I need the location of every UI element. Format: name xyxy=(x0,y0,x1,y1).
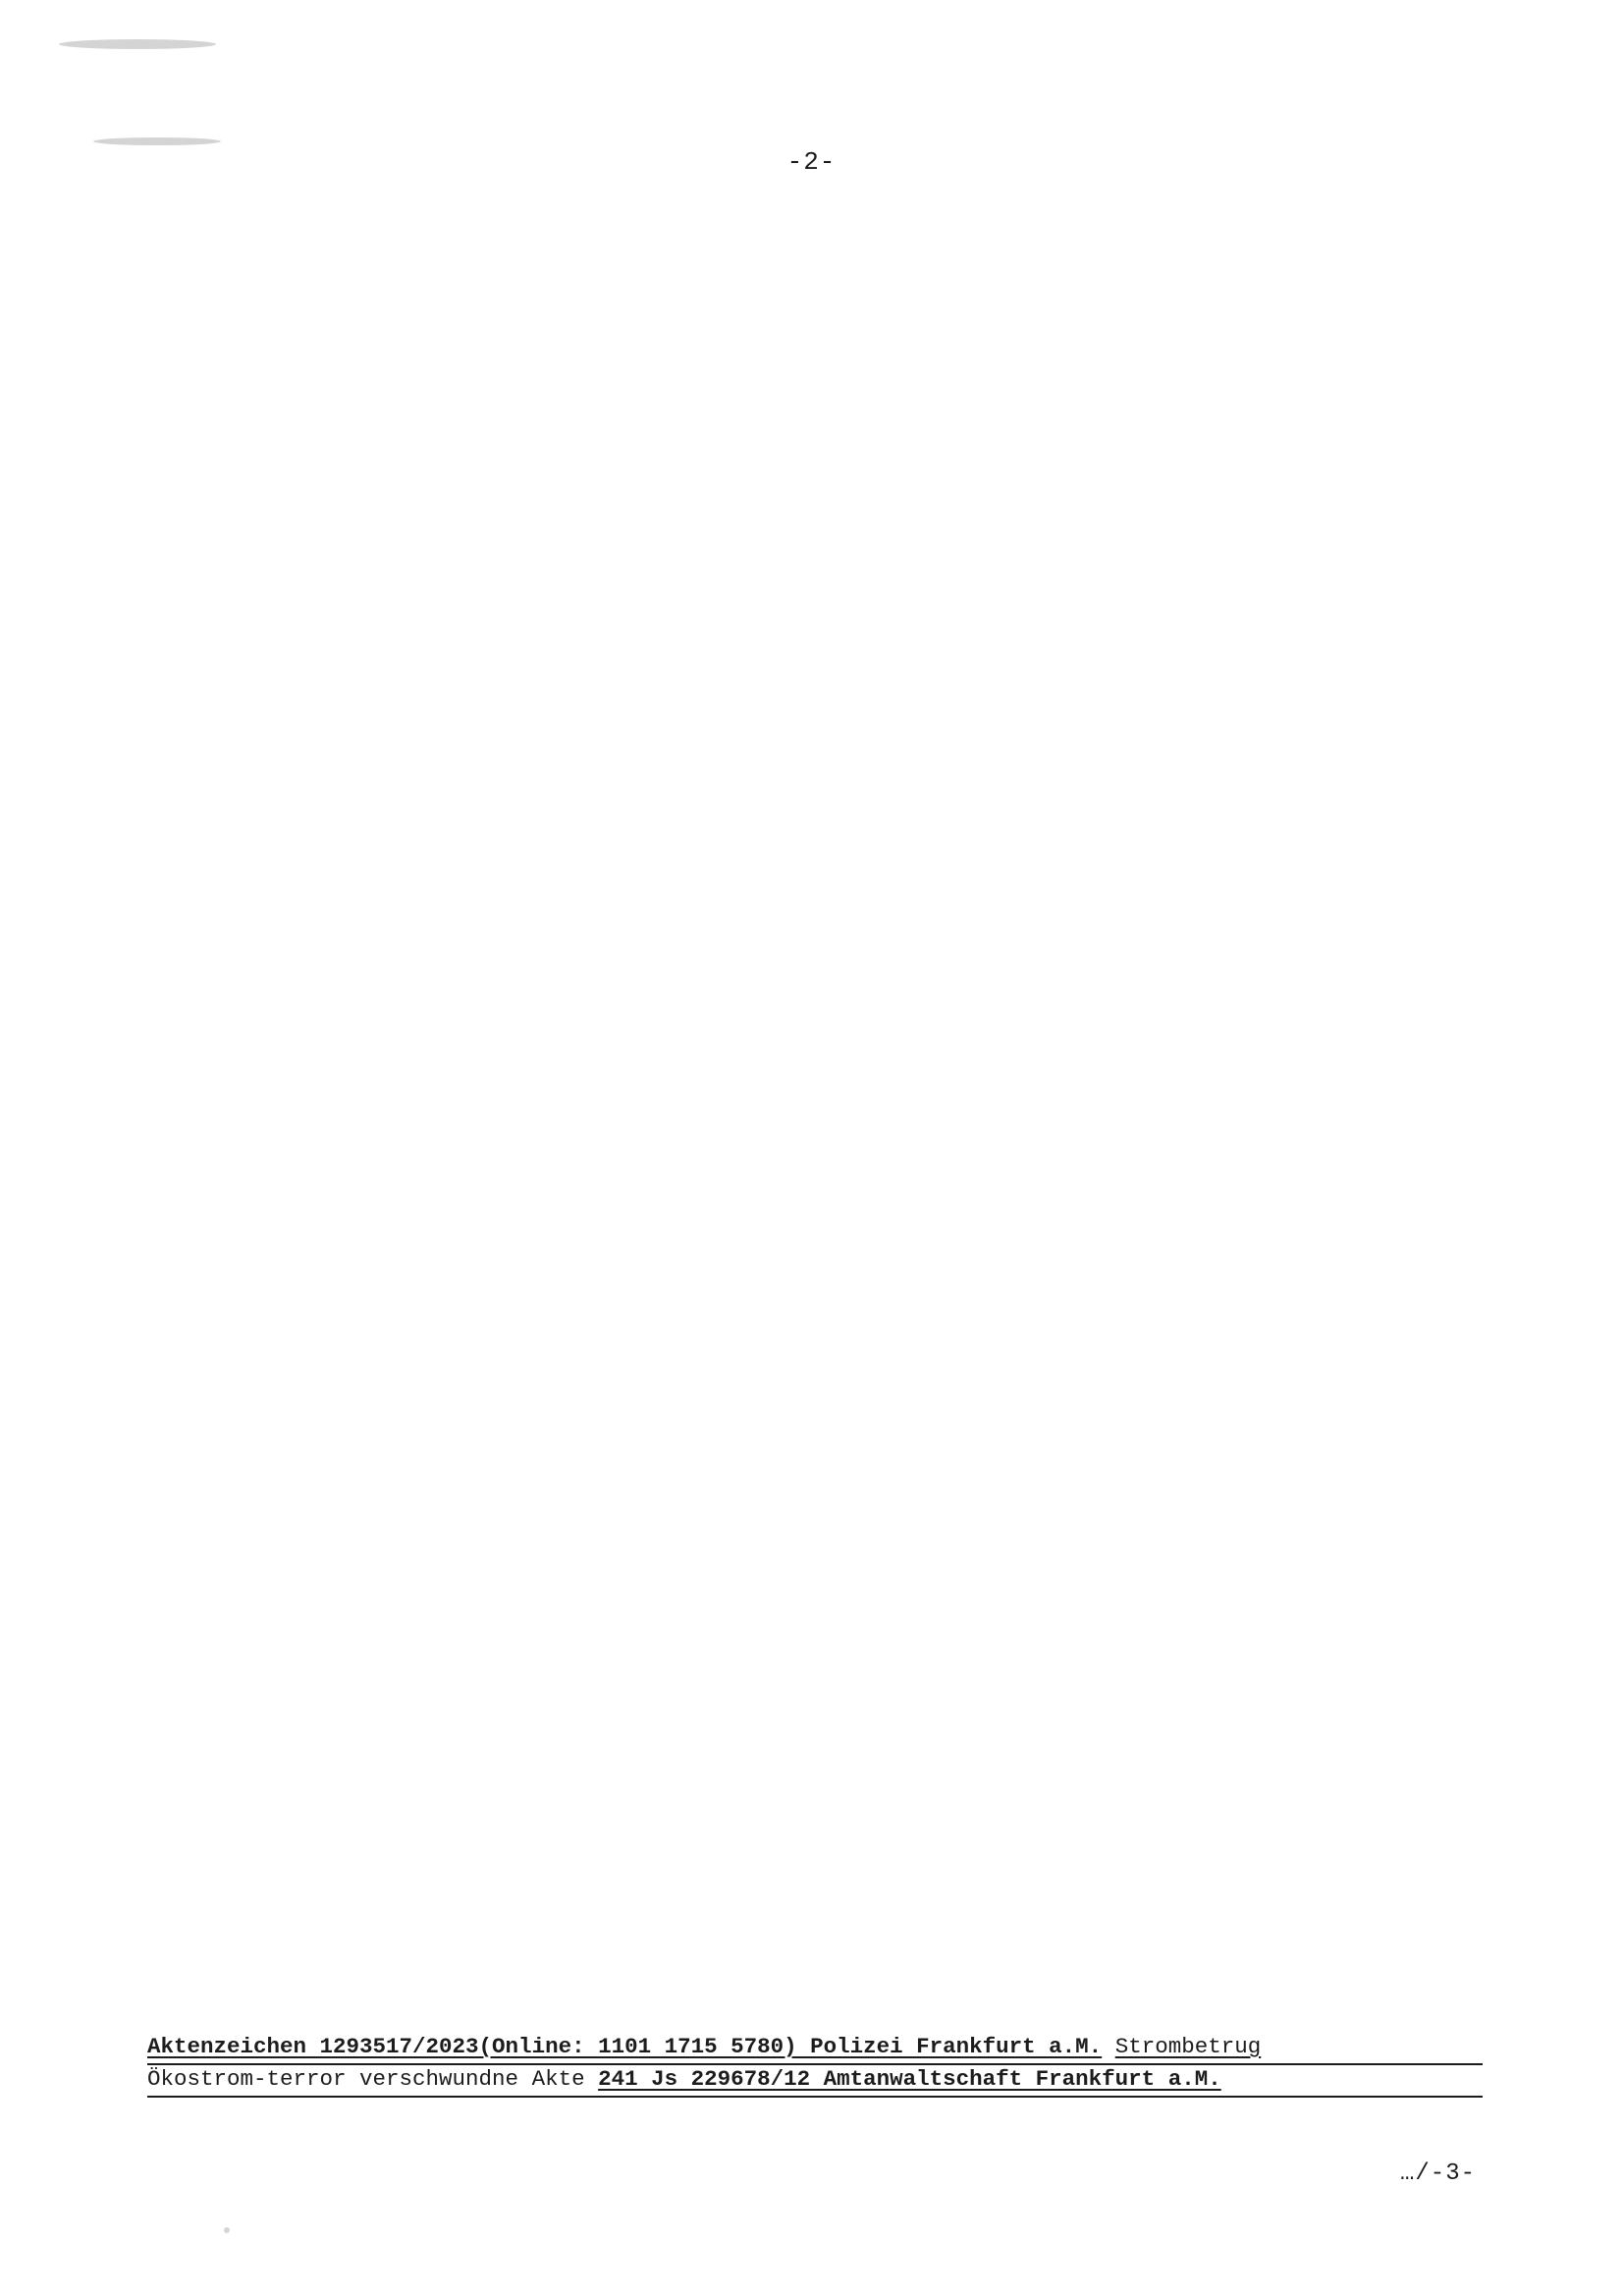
scan-speck xyxy=(224,2227,230,2233)
reference-line-prosecution xyxy=(147,2063,1483,2096)
prosecution-file-number: 241 Js 229678/12 Amtanwaltschaft Frankfurt a.M. xyxy=(598,2066,1221,2092)
continuation-marker: …/-3- xyxy=(1399,2160,1476,2187)
prosecution-prefix: Ökostrom-terror verschwundne Akte xyxy=(147,2066,585,2092)
scan-speck xyxy=(59,39,216,49)
police-case-number: Aktenzeichen 1293517/2023(Online: 1101 1715 5780) Polizei Frankfurt a.M. xyxy=(147,2034,1103,2059)
reference-underline-rule xyxy=(147,2063,1483,2065)
page-number: -2- xyxy=(786,147,837,177)
reference-underline-rule xyxy=(147,2096,1483,2098)
scan-speck xyxy=(93,137,221,145)
letter-body-text xyxy=(147,224,1483,1992)
reference-line-police xyxy=(147,2031,1483,2063)
police-case-topic: Strombetrug xyxy=(1114,2034,1262,2059)
